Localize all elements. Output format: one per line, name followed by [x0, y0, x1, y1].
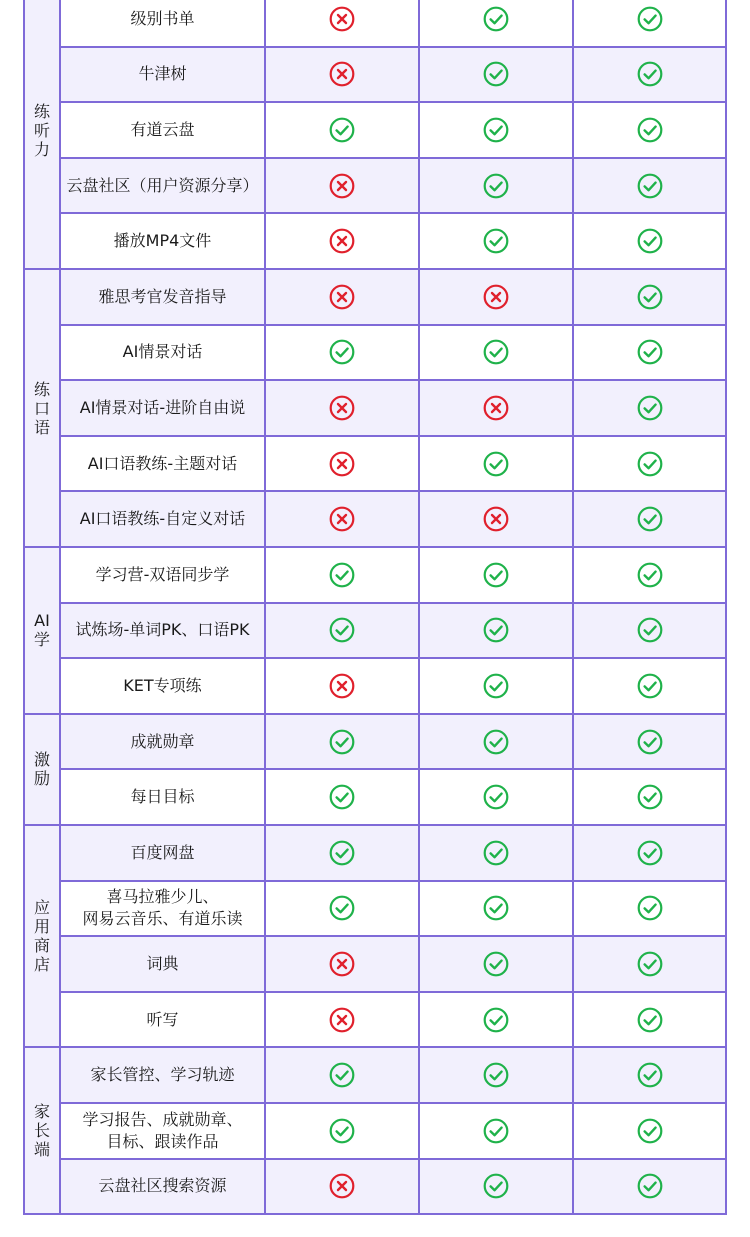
check-circle-icon [637, 173, 663, 199]
check-circle-icon [483, 673, 509, 699]
support-cell [265, 102, 419, 158]
support-cell [573, 213, 726, 269]
feature-label: AI情景对话 [122, 342, 203, 362]
check-circle-icon [483, 339, 509, 365]
feature-name-cell [60, 213, 265, 269]
support-cell [419, 936, 573, 992]
check-circle-icon [483, 951, 509, 977]
support-cell [265, 158, 419, 214]
check-circle-icon [637, 395, 663, 421]
support-cell [265, 436, 419, 492]
category-cell [24, 0, 60, 269]
support-cell [419, 769, 573, 825]
check-circle-icon [637, 284, 663, 310]
check-circle-icon [637, 729, 663, 755]
support-cell [573, 658, 726, 714]
support-cell [573, 1047, 726, 1103]
check-circle-icon [483, 1062, 509, 1088]
support-cell [265, 1103, 419, 1159]
cross-circle-icon [329, 451, 355, 477]
support-cell [265, 992, 419, 1048]
cross-circle-icon [329, 1007, 355, 1033]
support-cell [573, 158, 726, 214]
feature-name-cell [60, 825, 265, 881]
feature-label: 雅思考官发音指导 [98, 286, 227, 306]
feature-name-cell [60, 158, 265, 214]
check-circle-icon [637, 1062, 663, 1088]
support-cell [573, 1159, 726, 1215]
column-divider [572, 0, 574, 1215]
category-label: 激励 [33, 750, 50, 789]
check-circle-icon [637, 6, 663, 32]
row-divider [60, 657, 727, 659]
check-circle-icon [637, 1173, 663, 1199]
feature-label: 喜马拉雅少儿、 网易云音乐、有道乐读 [82, 887, 243, 929]
check-circle-icon [329, 895, 355, 921]
check-circle-icon [637, 506, 663, 532]
feature-label: 学习报告、成就勋章、 目标、跟读作品 [82, 1109, 243, 1151]
category-cell [24, 269, 60, 547]
row-divider [60, 880, 727, 882]
support-cell [573, 102, 726, 158]
check-circle-icon [329, 840, 355, 866]
row-divider [24, 713, 727, 715]
support-cell [573, 47, 726, 103]
feature-label: 成就勋章 [130, 731, 195, 751]
check-circle-icon [637, 451, 663, 477]
feature-label: AI情景对话-进阶自由说 [79, 397, 246, 417]
feature-label: 级别书单 [130, 8, 195, 28]
support-cell [265, 213, 419, 269]
support-cell [419, 325, 573, 381]
support-cell [265, 380, 419, 436]
check-circle-icon [329, 617, 355, 643]
check-circle-icon [637, 61, 663, 87]
check-circle-icon [637, 117, 663, 143]
check-circle-icon [483, 1007, 509, 1033]
row-divider [24, 824, 727, 826]
support-cell [573, 992, 726, 1048]
feature-label: 每日目标 [130, 787, 195, 807]
support-cell [419, 491, 573, 547]
support-cell [573, 714, 726, 770]
cross-circle-icon [329, 1173, 355, 1199]
check-circle-icon [329, 562, 355, 588]
feature-name-cell [60, 769, 265, 825]
feature-name-cell [60, 1103, 265, 1159]
check-circle-icon [329, 1118, 355, 1144]
support-cell [573, 491, 726, 547]
support-cell [419, 102, 573, 158]
feature-label: 听写 [146, 1009, 179, 1029]
support-cell [265, 1159, 419, 1215]
category-cell [24, 825, 60, 1047]
category-label: AI学 [33, 611, 50, 650]
support-cell [573, 0, 726, 47]
check-circle-icon [637, 562, 663, 588]
check-circle-icon [637, 951, 663, 977]
row-divider [60, 1158, 727, 1160]
feature-name-cell [60, 603, 265, 659]
support-cell [573, 825, 726, 881]
support-cell [265, 936, 419, 992]
feature-name-cell [60, 380, 265, 436]
cross-circle-icon [329, 673, 355, 699]
check-circle-icon [329, 117, 355, 143]
category-label: 练口语 [33, 379, 50, 437]
feature-label: 试炼场-单词PK、口语PK [75, 620, 250, 640]
feature-label: 云盘社区搜索资源 [98, 1176, 227, 1196]
feature-name-cell [60, 547, 265, 603]
cross-circle-icon [483, 506, 509, 532]
support-cell [265, 603, 419, 659]
support-cell [419, 47, 573, 103]
support-cell [419, 1047, 573, 1103]
check-circle-icon [483, 1118, 509, 1144]
support-cell [419, 714, 573, 770]
category-label: 家长端 [33, 1102, 50, 1160]
cross-circle-icon [483, 284, 509, 310]
support-cell [419, 0, 573, 47]
support-cell [265, 547, 419, 603]
check-circle-icon [329, 784, 355, 810]
feature-label: 云盘社区（用户资源分享） [66, 175, 259, 195]
support-cell [265, 714, 419, 770]
check-circle-icon [483, 784, 509, 810]
check-circle-icon [637, 1118, 663, 1144]
check-circle-icon [483, 61, 509, 87]
support-cell [573, 436, 726, 492]
check-circle-icon [483, 451, 509, 477]
row-divider [60, 991, 727, 993]
check-circle-icon [329, 729, 355, 755]
row-divider [24, 268, 727, 270]
check-circle-icon [637, 339, 663, 365]
column-divider [418, 0, 420, 1215]
row-divider [60, 157, 727, 159]
row-divider [60, 324, 727, 326]
support-cell [419, 658, 573, 714]
cross-circle-icon [329, 506, 355, 532]
check-circle-icon [483, 840, 509, 866]
check-circle-icon [637, 784, 663, 810]
check-circle-icon [483, 729, 509, 755]
support-cell [265, 325, 419, 381]
support-cell [265, 47, 419, 103]
category-cell [24, 547, 60, 714]
cross-circle-icon [329, 228, 355, 254]
feature-label: 词典 [146, 953, 179, 973]
support-cell [573, 881, 726, 937]
feature-name-cell [60, 491, 265, 547]
row-divider [60, 935, 727, 937]
category-cell [24, 1047, 60, 1214]
support-cell [419, 825, 573, 881]
check-circle-icon [483, 173, 509, 199]
support-cell [419, 269, 573, 325]
row-divider [60, 101, 727, 103]
row-divider [60, 602, 727, 604]
column-divider [59, 0, 61, 1215]
column-divider [725, 0, 727, 1215]
category-label: 应用商店 [33, 898, 50, 975]
support-cell [573, 1103, 726, 1159]
feature-name-cell [60, 436, 265, 492]
support-cell [573, 269, 726, 325]
support-cell [265, 658, 419, 714]
support-cell [265, 491, 419, 547]
feature-name-cell [60, 1159, 265, 1215]
support-cell [419, 603, 573, 659]
cross-circle-icon [329, 395, 355, 421]
support-cell [573, 325, 726, 381]
check-circle-icon [637, 617, 663, 643]
feature-label: 牛津树 [138, 64, 187, 84]
feature-label: 百度网盘 [130, 842, 195, 862]
row-divider [60, 379, 727, 381]
check-circle-icon [483, 617, 509, 643]
feature-label: KET专项练 [123, 675, 202, 695]
support-cell [573, 380, 726, 436]
support-cell [573, 603, 726, 659]
support-cell [419, 1103, 573, 1159]
feature-name-cell [60, 714, 265, 770]
support-cell [265, 825, 419, 881]
support-cell [265, 1047, 419, 1103]
feature-name-cell [60, 325, 265, 381]
check-circle-icon [483, 6, 509, 32]
row-divider [60, 490, 727, 492]
column-divider [23, 0, 25, 1215]
check-circle-icon [483, 895, 509, 921]
support-cell [419, 436, 573, 492]
support-cell [265, 769, 419, 825]
support-cell [265, 0, 419, 47]
support-cell [419, 1159, 573, 1215]
feature-label: 有道云盘 [130, 119, 195, 139]
check-circle-icon [483, 228, 509, 254]
cross-circle-icon [329, 284, 355, 310]
feature-name-cell [60, 936, 265, 992]
support-cell [573, 936, 726, 992]
feature-label: AI口语教练-主题对话 [87, 453, 238, 473]
feature-label: 播放MP4文件 [113, 231, 212, 251]
row-divider [60, 212, 727, 214]
support-cell [419, 158, 573, 214]
cross-circle-icon [329, 61, 355, 87]
support-cell [419, 992, 573, 1048]
check-circle-icon [329, 1062, 355, 1088]
check-circle-icon [637, 895, 663, 921]
check-circle-icon [637, 840, 663, 866]
support-cell [419, 380, 573, 436]
support-cell [573, 547, 726, 603]
feature-name-cell [60, 269, 265, 325]
feature-label: 家长管控、学习轨迹 [90, 1065, 235, 1085]
check-circle-icon [637, 1007, 663, 1033]
support-cell [265, 881, 419, 937]
check-circle-icon [637, 673, 663, 699]
row-divider [24, 1046, 727, 1048]
row-divider [24, 546, 727, 548]
feature-name-cell [60, 1047, 265, 1103]
cross-circle-icon [329, 173, 355, 199]
cross-circle-icon [329, 951, 355, 977]
category-label: 练听力 [33, 101, 50, 159]
cross-circle-icon [329, 6, 355, 32]
support-cell [419, 881, 573, 937]
feature-name-cell [60, 992, 265, 1048]
feature-name-cell [60, 881, 265, 937]
row-divider [60, 46, 727, 48]
check-circle-icon [483, 562, 509, 588]
feature-name-cell [60, 47, 265, 103]
row-divider [60, 435, 727, 437]
support-cell [419, 547, 573, 603]
check-circle-icon [483, 1173, 509, 1199]
feature-name-cell [60, 0, 265, 47]
cross-circle-icon [483, 395, 509, 421]
check-circle-icon [483, 117, 509, 143]
support-cell [419, 213, 573, 269]
support-cell [265, 269, 419, 325]
row-divider [24, 1213, 727, 1215]
feature-label: 学习营-双语同步学 [95, 564, 230, 584]
column-divider [264, 0, 266, 1215]
support-cell [573, 769, 726, 825]
row-divider [60, 1102, 727, 1104]
check-circle-icon [329, 339, 355, 365]
check-circle-icon [637, 228, 663, 254]
feature-label: AI口语教练-自定义对话 [79, 509, 246, 529]
row-divider [60, 768, 727, 770]
category-cell [24, 714, 60, 825]
feature-name-cell [60, 102, 265, 158]
feature-name-cell [60, 658, 265, 714]
